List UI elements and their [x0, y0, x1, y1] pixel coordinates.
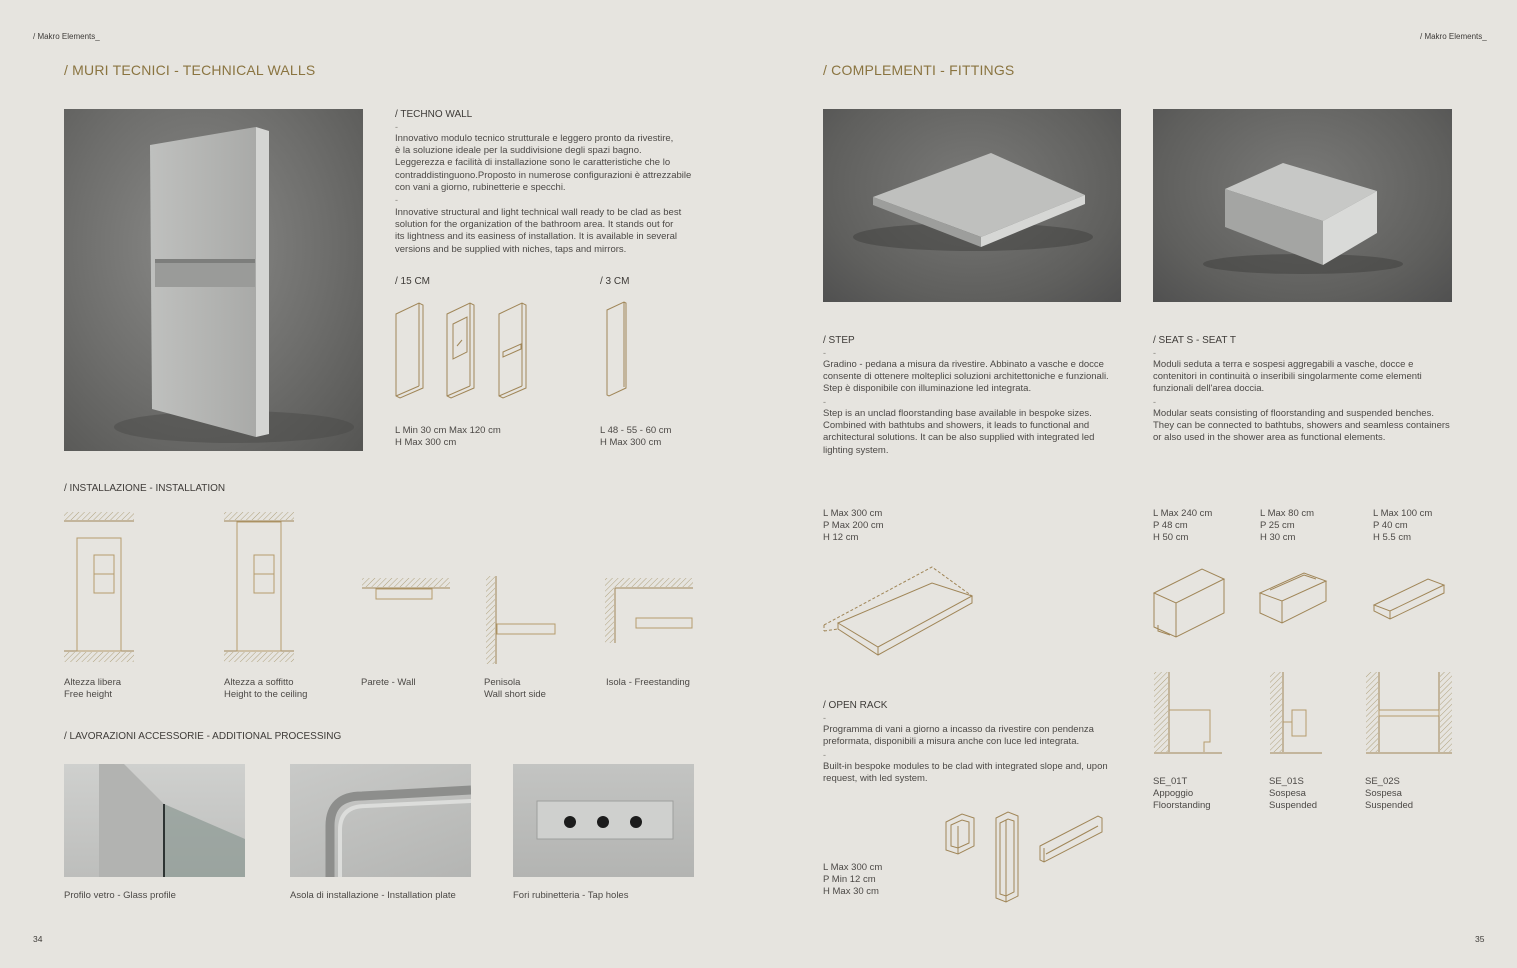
installation-diagrams: [60, 508, 700, 668]
right-page-title: / COMPLEMENTI - FITTINGS: [823, 62, 1015, 78]
install-label-wall: Parete - Wall: [361, 677, 416, 688]
size-15cm-dims: L Min 30 cm Max 120 cm H Max 300 cm: [395, 425, 501, 449]
install-ceiling-height: [224, 512, 294, 662]
seat-code-se02s: SE_02S Sospesa Suspended: [1365, 776, 1414, 812]
seat-code-se01s: SE_01S Sospesa Suspended: [1269, 776, 1318, 812]
step-drawing: [822, 563, 982, 663]
techno-wall-photo: [64, 109, 363, 451]
tap-holes-photo: [513, 764, 694, 877]
separator: -: [823, 713, 826, 723]
wall-15cm-drawings: [395, 300, 575, 400]
size-3cm-label: / 3 CM: [600, 276, 630, 287]
brand-left: / Makro Elements_: [33, 32, 100, 41]
seat-code-se01t: SE_01T Appoggio Floorstanding: [1153, 776, 1211, 812]
brand-right: / Makro Elements_: [1420, 32, 1487, 41]
separator: -: [1153, 397, 1156, 407]
installation-plate-photo: [290, 764, 471, 877]
separator: -: [1153, 348, 1156, 358]
install-label-freestanding: Isola - Freestanding: [606, 677, 690, 688]
install-label-ceiling: Altezza a soffitto Height to the ceiling: [224, 677, 308, 701]
separator: -: [823, 348, 826, 358]
seat-drawings: [1152, 565, 1452, 645]
step-heading: / STEP: [823, 335, 855, 346]
open-rack-drawings: [944, 810, 1114, 905]
seat-heading: / SEAT S - SEAT T: [1153, 335, 1236, 346]
separator: -: [395, 195, 398, 205]
glass-profile-photo: [64, 764, 245, 877]
open-rack-dims: L Max 300 cm P Min 12 cm H Max 30 cm: [823, 862, 883, 898]
install-label-peninsula: Penisola Wall short side: [484, 677, 546, 701]
processing-heading: / LAVORAZIONI ACCESSORIE - ADDITIONAL PROCESSING: [64, 731, 342, 742]
seat-render: [1153, 109, 1452, 302]
glass-profile-render: [64, 764, 245, 877]
size-15cm-label: / 15 CM: [395, 276, 431, 287]
seat-section-se02s: [1366, 672, 1452, 753]
left-page-title: / MURI TECNICI - TECHNICAL WALLS: [64, 62, 316, 78]
seat-text-it: Moduli seduta a terra e sospesi aggregabili a vasche, docce e contenitori in continuità o inseribili singolarmente come elementi funzionali dell'area doccia.: [1153, 359, 1422, 395]
separator: -: [823, 397, 826, 407]
separator: -: [395, 122, 398, 132]
seat-section-se01s: [1270, 672, 1322, 753]
installation-plate-render: [290, 764, 471, 877]
tap-holes-label: Fori rubinetteria - Tap holes: [513, 890, 629, 901]
techno-wall-text-it: Innovativo modulo tecnico strutturale e leggero pronto da rivestire, è la soluzione ideale per la suddivisione degli spazi bagno. Leggerezza e facilità di installazione sono le caratteristiche che lo contraddistinguono.Proposto in numerose configurazioni è attrezzabile con vani a giorno, rubinetterie e specchi.: [395, 133, 692, 193]
open-rack-text-en: Built-in bespoke modules to be clad with integrated slope and, upon request, with led system.: [823, 761, 1108, 785]
techno-wall-heading: / TECHNO WALL: [395, 109, 473, 120]
wall-3cm-drawing: [606, 300, 636, 400]
installation-heading: / INSTALLAZIONE - INSTALLATION: [64, 483, 226, 494]
step-render: [823, 109, 1121, 302]
install-freestanding: [605, 578, 693, 643]
installation-plate-label: Asola di installazione - Installation plate: [290, 890, 456, 901]
install-wall: [362, 578, 450, 599]
size-3cm-dims: L 48 - 55 - 60 cm H Max 300 cm: [600, 425, 672, 449]
separator: -: [823, 750, 826, 760]
install-peninsula: [486, 576, 555, 664]
seat-section-drawings: [1152, 670, 1452, 760]
seat-dims-2: L Max 80 cm P 25 cm H 30 cm: [1260, 508, 1315, 544]
seat-section-se01t: [1154, 672, 1222, 753]
seat-dims-3: L Max 100 cm P 40 cm H 5.5 cm: [1373, 508, 1433, 544]
techno-wall-text-en: Innovative structural and light technical wall ready to be clad as best solution for the organization of the bathroom area. It stands out for its lightness and its easiness of installation. It is available in several versions and be supplied with niches, taps and mirrors.: [395, 207, 682, 255]
open-rack-text-it: Programma di vani a giorno a incasso da rivestire con pendenza preformata, disponibili a misura anche con luce led integrata.: [823, 724, 1094, 748]
seat-dims-1: L Max 240 cm P 48 cm H 50 cm: [1153, 508, 1213, 544]
step-photo: [823, 109, 1121, 302]
step-text-en: Step is an unclad floorstanding base available in bespoke sizes. Combined with bathtubs and showers, it leads to functional and architectural solutions. It can be also supplied with integrated led lighting system.: [823, 408, 1095, 456]
techno-wall-render: [64, 109, 363, 451]
page-number-left: 34: [33, 934, 43, 944]
seat-text-en: Modular seats consisting of floorstanding and suspended benches. They can be connected to bathtubs, showers and seamless containers or also used in the shower area as functional elements.: [1153, 408, 1450, 444]
step-dims: L Max 300 cm P Max 200 cm H 12 cm: [823, 508, 884, 544]
step-text-it: Gradino - pedana a misura da rivestire. Abbinato a vasche e docce consente di ottenere molteplici soluzioni architettoniche e funzionali. Step è disponibile con illuminazione led integrata.: [823, 359, 1109, 395]
install-free-height: [64, 512, 134, 662]
install-label-free: Altezza libera Free height: [64, 677, 122, 701]
tap-holes-render: [513, 764, 694, 877]
glass-profile-label: Profilo vetro - Glass profile: [64, 890, 176, 901]
seat-photo: [1153, 109, 1452, 302]
page-number-right: 35: [1475, 934, 1485, 944]
open-rack-heading: / OPEN RACK: [823, 700, 888, 711]
